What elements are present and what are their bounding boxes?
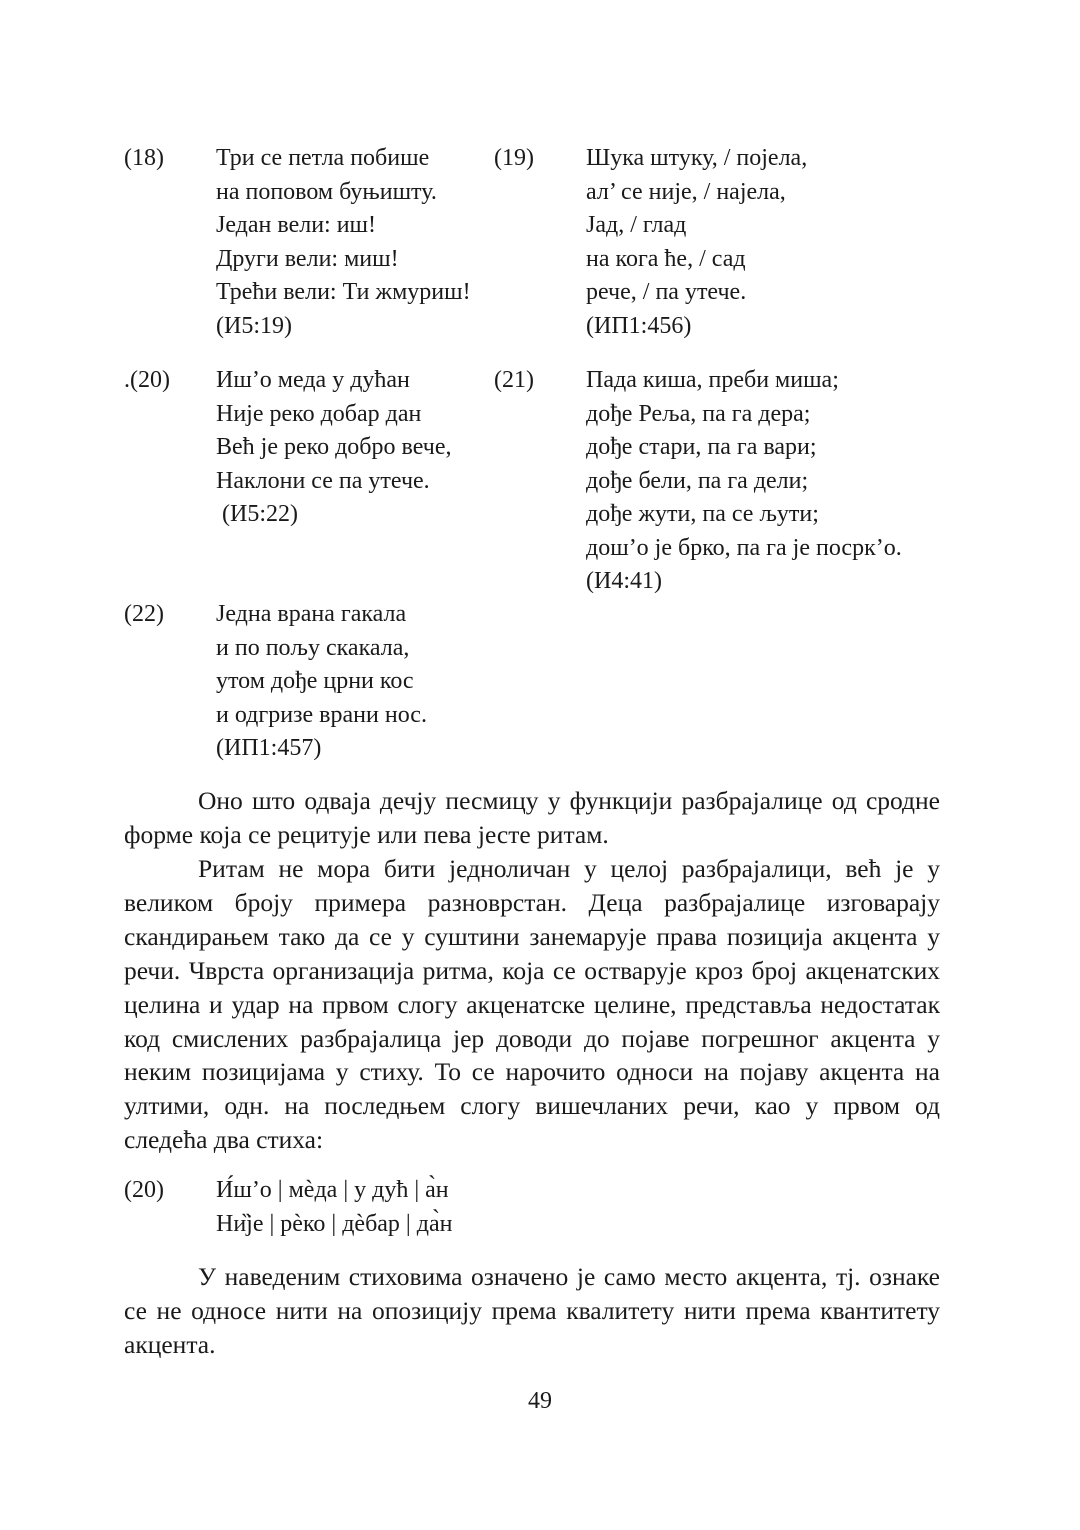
verse-line: Једна врана гакала [216, 601, 407, 627]
verse-line: Већ је реко добро вече, [216, 434, 452, 460]
verse-lines [586, 364, 902, 599]
verse-line: дође стари, па га вари; [586, 434, 817, 460]
verse-line: и одгризе врани нос. [216, 701, 427, 728]
example-number: (21) [494, 367, 534, 393]
verse-line: Шука штуку, / појела, [586, 145, 808, 171]
body-paragraph: У наведеним стиховима означено је само место акцента, тј. ознаке се не односе нити на опозицију према квалитету нити према квантитету акцента. [124, 1262, 940, 1359]
example-number: .(20) [124, 367, 170, 393]
verse-line: дош’о је брко, па га је посрк’о. [586, 534, 902, 561]
verse-lines [216, 142, 471, 343]
verse-lines [216, 598, 427, 766]
body-paragraph: Ритам не мора бити једноличан у целој разбрајалици, већ је у великом броју примера разноврстан. Деца разбрајалице изговарају скандирањем тако да се у суштини занемарује права позиција акцента у речи. Чврста организација ритма, која се остварује кроз број акценатских целина и удар на првом слогу акценатске целине, представља недостатак код смислених разбрајалица јер доводи до појаве погрешног акцента у неким позицијама у стиху. То се нарочито односи на појаву акцента на ултими, одн. на последњем слогу вишечланих речи, као у првом од следећа два стиха: [124, 854, 940, 1155]
verse-line: Није реко добар дан [216, 400, 422, 427]
verse-lines [586, 142, 807, 343]
example-number: (19) [494, 145, 534, 171]
verse-line: на кога ће, / сад [586, 245, 746, 272]
verse-source: (И5:22) [216, 501, 298, 527]
verse-line: ал’ се није, / најела, [586, 178, 786, 205]
verse-line: Други вели: миш! [216, 245, 399, 272]
verse-line: Трећи вели: Ти жмуриш! [216, 279, 471, 305]
verse-line: Три се петла побише [216, 145, 430, 171]
verse-line: И́ш’о | мѐда | у дућ | а̀н [216, 1177, 449, 1203]
example-number: (22) [124, 601, 164, 627]
verse-line: Јад, / глад [586, 212, 687, 238]
verse-line: дође Реља, па га дера; [586, 400, 811, 427]
verse-line: Пада киша, преби миша; [586, 367, 839, 393]
verse-line: Иш’о меда у дућан [216, 367, 410, 393]
verse-line: дође жути, па се љути; [586, 501, 819, 527]
verse-source: (И5:19) [216, 312, 292, 339]
verse-line: дође бели, па га дели; [586, 467, 809, 494]
verse-line: Наклони се па утече. [216, 467, 430, 494]
verse-lines [216, 364, 451, 532]
example-number: (20) [124, 1177, 164, 1203]
verse-source: (ИП1:457) [216, 735, 322, 761]
verse-line: Један вели: иш! [216, 212, 377, 238]
verse-line: утом дође црни кос [216, 668, 414, 694]
verse-line: на поповом буњишту. [216, 178, 437, 205]
example-number: (18) [124, 145, 164, 171]
verse-line: Ни̏је | рѐко | дѐбар | да̀н [216, 1210, 453, 1237]
body-paragraph: Оно што одваја дечју песмицу у функцији разбрајалице од сродне форме која се рецитује или пева јесте ритам. [124, 786, 940, 849]
verse-line: и по пољу скакала, [216, 634, 410, 661]
verse-source: (ИП1:456) [586, 312, 692, 339]
page-number: 49 [528, 1388, 552, 1414]
verse-source: (И4:41) [586, 568, 662, 594]
verse-line: рече, / па утече. [586, 279, 747, 305]
verse-lines [216, 1174, 452, 1241]
